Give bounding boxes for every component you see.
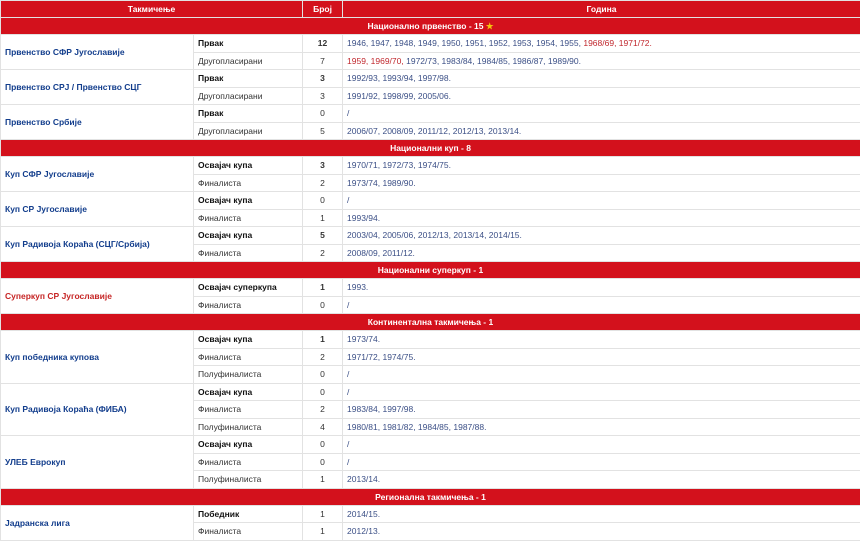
years[interactable]: 1992/93, 1993/94, 1997/98. xyxy=(343,70,860,88)
category: Финалиста xyxy=(194,296,303,314)
count: 0 xyxy=(303,192,343,210)
count: 0 xyxy=(303,105,343,123)
count: 5 xyxy=(303,122,343,140)
category: Финалиста xyxy=(194,453,303,471)
years: / xyxy=(343,383,860,401)
years[interactable]: 1983/84, 1997/98. xyxy=(343,401,860,419)
category: Освајач купа xyxy=(194,436,303,454)
header-row xyxy=(1,1,860,18)
table-row xyxy=(1,279,860,297)
competition-link[interactable]: Јадранска лига xyxy=(1,505,194,540)
count: 0 xyxy=(303,436,343,454)
category: Полуфиналиста xyxy=(194,418,303,436)
count: 0 xyxy=(303,366,343,384)
category: Првак xyxy=(194,105,303,123)
count: 0 xyxy=(303,296,343,314)
section-title: Континентална такмичења - 1 xyxy=(1,314,860,331)
count: 3 xyxy=(303,157,343,175)
category: Другопласирани xyxy=(194,122,303,140)
competition-link[interactable]: Куп СФР Југославије xyxy=(1,157,194,192)
years-link-red[interactable]: 1959, 1969/70, xyxy=(347,56,404,66)
count: 2 xyxy=(303,174,343,192)
years: / xyxy=(343,436,860,454)
category: Финалиста xyxy=(194,244,303,262)
competition-link[interactable]: УЛЕБ Еврокуп xyxy=(1,436,194,489)
years: / xyxy=(343,453,860,471)
years: / xyxy=(343,192,860,210)
category: Освајач суперкупа xyxy=(194,279,303,297)
years-link[interactable]: 1972/73, 1983/84, 1984/85, 1986/87, 1989/90. xyxy=(404,56,581,66)
category: Финалиста xyxy=(194,209,303,227)
years[interactable]: 2012/13. xyxy=(343,523,860,541)
section-title: Национални куп - 8 xyxy=(1,140,860,157)
years-link-red[interactable]: 1968/69, 1971/72. xyxy=(583,38,652,48)
category: Освајач купа xyxy=(194,227,303,245)
years[interactable]: 1973/74. xyxy=(343,331,860,349)
years xyxy=(343,35,860,53)
star-icon: ★ xyxy=(486,21,494,31)
count: 0 xyxy=(303,453,343,471)
category: Полуфиналиста xyxy=(194,366,303,384)
table-row xyxy=(1,505,860,523)
years[interactable]: 1991/92, 1998/99, 2005/06. xyxy=(343,87,860,105)
category: Финалиста xyxy=(194,523,303,541)
header-competition: Такмичење xyxy=(1,1,303,18)
years[interactable]: 1973/74, 1989/90. xyxy=(343,174,860,192)
section-national-supercup xyxy=(1,262,860,279)
category: Освајач купа xyxy=(194,383,303,401)
section-title: Национално првенство - 15 xyxy=(368,21,484,31)
count: 1 xyxy=(303,279,343,297)
competition-link[interactable]: Првенство СФР Југославије xyxy=(1,35,194,70)
section-national-cup xyxy=(1,140,860,157)
count: 1 xyxy=(303,331,343,349)
section-continental xyxy=(1,314,860,331)
years[interactable]: 1980/81, 1981/82, 1984/85, 1987/88. xyxy=(343,418,860,436)
category: Финалиста xyxy=(194,401,303,419)
count: 5 xyxy=(303,227,343,245)
count: 0 xyxy=(303,383,343,401)
years: / xyxy=(343,366,860,384)
count: 7 xyxy=(303,52,343,70)
years[interactable]: 2008/09, 2011/12. xyxy=(343,244,860,262)
category: Другопласирани xyxy=(194,87,303,105)
competition-link[interactable]: Куп Радивоја Кораћа (СЦГ/Србија) xyxy=(1,227,194,262)
years xyxy=(343,52,860,70)
count: 2 xyxy=(303,348,343,366)
competition-link[interactable]: Куп Радивоја Кораћа (ФИБА) xyxy=(1,383,194,436)
years-link[interactable]: 1946, 1947, 1948, 1949, 1950, 1951, 1952, 1953, 1954, 1955, xyxy=(347,38,583,48)
count: 4 xyxy=(303,418,343,436)
years[interactable]: 1970/71, 1972/73, 1974/75. xyxy=(343,157,860,175)
section-regional xyxy=(1,488,860,505)
category: Првак xyxy=(194,70,303,88)
category: Финалиста xyxy=(194,174,303,192)
years[interactable]: 2014/15. xyxy=(343,505,860,523)
count: 2 xyxy=(303,401,343,419)
years[interactable]: 1971/72, 1974/75. xyxy=(343,348,860,366)
competition-link[interactable]: Куп СР Југославије xyxy=(1,192,194,227)
header-years: Година xyxy=(343,1,860,18)
count: 1 xyxy=(303,505,343,523)
count: 1 xyxy=(303,471,343,489)
table-row xyxy=(1,436,860,454)
table-row xyxy=(1,383,860,401)
count: 1 xyxy=(303,523,343,541)
category: Првак xyxy=(194,35,303,53)
competition-link[interactable]: Суперкуп СР Југославије xyxy=(1,279,194,314)
table-row xyxy=(1,331,860,349)
section-title: Национални суперкуп - 1 xyxy=(1,262,860,279)
section-title: Регионална такмичења - 1 xyxy=(1,488,860,505)
category: Полуфиналиста xyxy=(194,471,303,489)
years[interactable]: 2006/07, 2008/09, 2011/12, 2012/13, 2013/14. xyxy=(343,122,860,140)
competition-link[interactable]: Првенство Србије xyxy=(1,105,194,140)
competition-link[interactable]: Првенство СРЈ / Првенство СЦГ xyxy=(1,70,194,105)
years: / xyxy=(343,296,860,314)
table-row xyxy=(1,227,860,245)
category: Освајач купа xyxy=(194,192,303,210)
count: 2 xyxy=(303,244,343,262)
category: Освајач купа xyxy=(194,331,303,349)
count: 12 xyxy=(303,35,343,53)
category: Финалиста xyxy=(194,348,303,366)
category: Освајач купа xyxy=(194,157,303,175)
header-count: Број xyxy=(303,1,343,18)
years: / xyxy=(343,105,860,123)
years[interactable]: 1993. xyxy=(343,279,860,297)
category: Победник xyxy=(194,505,303,523)
count: 3 xyxy=(303,70,343,88)
table-row xyxy=(1,35,860,53)
count: 3 xyxy=(303,87,343,105)
section-national-league xyxy=(1,18,860,35)
table-row xyxy=(1,70,860,88)
table-row xyxy=(1,192,860,210)
competition-link[interactable]: Куп победника купова xyxy=(1,331,194,384)
category: Другопласирани xyxy=(194,52,303,70)
years[interactable]: 2003/04, 2005/06, 2012/13, 2013/14, 2014/15. xyxy=(343,227,860,245)
count: 1 xyxy=(303,209,343,227)
years[interactable]: 1993/94. xyxy=(343,209,860,227)
table-row xyxy=(1,105,860,123)
years[interactable]: 2013/14. xyxy=(343,471,860,489)
table-row xyxy=(1,157,860,175)
